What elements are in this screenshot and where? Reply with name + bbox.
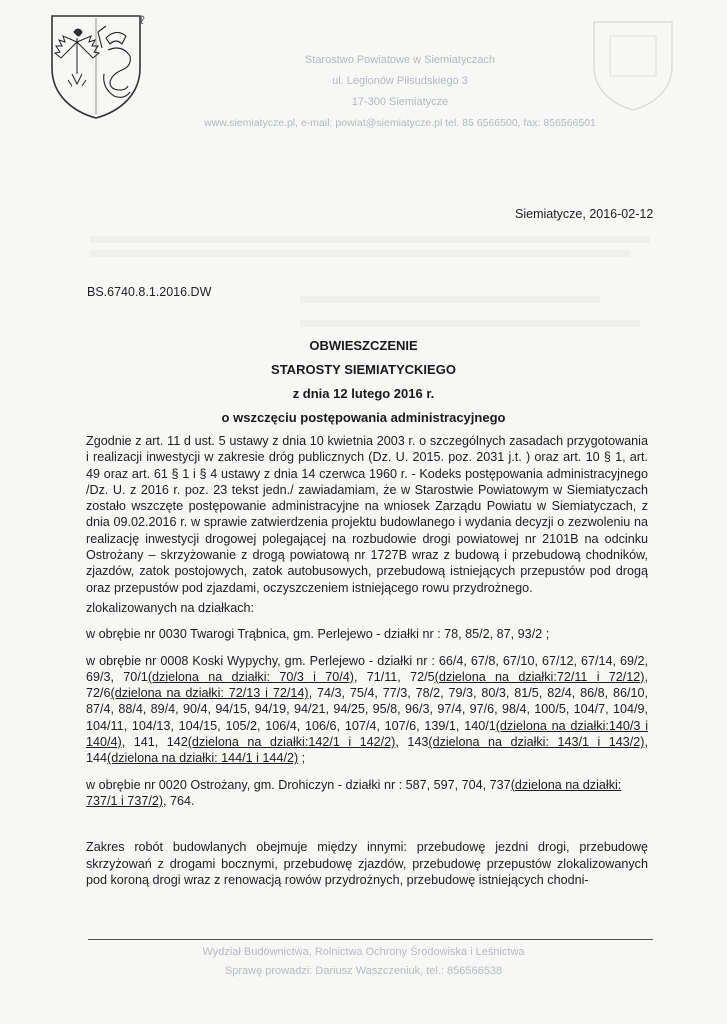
footer-contact: Sprawę prowadzi: Dariusz Waszczeniuk, tel.: 856566538 (224, 965, 503, 977)
document-date: Siemiatycze, 2016-02-12 (515, 207, 654, 221)
office-contact: www.siemiatycze.pl, e-mail: powiat@siemiatycze.pl tel. 85 6566500, fax: 856566501 (204, 117, 596, 129)
plot-text: , 141, 142 (121, 735, 188, 750)
plot-text: , 764. (163, 793, 195, 808)
plots-intro: zlokalizowanych na działkach: (86, 600, 255, 615)
plot-text: , 74/3, 75/4, 77/3, 78/2, 79/3, 80/3, 81/5, 82/4, 86/8, 86/10, 87/4, 88/4, 89/4, 90/4, 94/15, 94/19, 94/21, 94/25, 95/8, 96/3, 97/4, 97/6, 98/4, 100/5, 104/7, 104/9, 104/11, 104/13, 104/15, 105/2, 106/4, 106/6, 107/4, 107/6, 139/1, 140/1 (86, 686, 648, 733)
plot-text: , 144 (86, 735, 648, 766)
case-reference-number: BS.6740.8.1.2016.DW (87, 285, 212, 299)
letterhead (150, 50, 650, 134)
office-street: ul. Legionów Piłsudskiego 3 (332, 75, 468, 87)
plots-obreb-0030: w obrębie nr 0030 Twarogi Trąbnica, gm. Perlejewo - działki nr : 78, 85/2, 87, 93/2 ; (86, 627, 550, 642)
office-name: Starostwo Powiatowe w Siemiatyczach (304, 54, 496, 66)
intro-paragraph: Zgodnie z art. 11 d ust. 5 ustawy z dnia 10 kwietnia 2003 r. o szczególnych zasadach przygotowania i realizacji inwestycji w zakresie dróg publicznych (Dz. U. 2015. poz. 2031 j.t. ) oraz art. 10 § 1, art. 49 oraz art. 61 § 1 i § 4 ustawy z dnia 14 czerwca 1960 r. - Kodeks postępowania administracyjnego /Dz. U. z 2016 r. poz. 23 tekst jedn./ zawiadamiam, że w Starostwie Powiatowym w Siemiatyczach zostało wszczęte postępowanie administracyjne na wniosek Zarządu Powiatu w Siemiatyczach, z dnia 09.02.2016 r. w sprawie zatwierdzenia projektu budowlanego i wydania decyzji o zezwoleniu na realizację inwestycji drogowej polegającej na rozbudowie drogi powiatowej nr 2101B na odcinku Ostrożany – skrzyżowanie z drogą powiatową nr 1727B wraz z budową i przebudową chodników, zjazdów, zatok postojowych, zatok autobusowych, przebudową istniejących przepustów pod drogą oraz przepustów pod zjazdami, oczyszczeniem istniejącego rowu przydrożnego. (86, 434, 648, 595)
notice-subject: o wszczęciu postępowania administracyjnego (221, 410, 506, 425)
plot-split-note: (dzielona na działki: 70/3 i 70/4) (147, 669, 354, 684)
plot-split-note: (dzielona na działki: 144/1 i 144/2) (107, 751, 299, 766)
footer-divider (88, 939, 653, 940)
plot-split-note: (dzielona na działki: 143/1 i 143/2) (428, 735, 645, 750)
plots-obreb-0020 (86, 777, 648, 810)
svg-text:☧: ☧ (138, 17, 146, 27)
notice-body (86, 433, 648, 888)
footer-department: Wydział Budownictwa, Rolnictwa Ochrony Środowiska i Leśnictwa (202, 946, 525, 958)
scope-paragraph: Zakres robót budowlanych obejmuje między innymi: przebudowę jezdni drogi, przebudowę skrzyżowań z drogami bocznymi, przebudowę zjazdów, przebudowę przepustów zlokalizowanych pod koroną drogi wraz z renowacją rowów przydrożnych, przebudowę istniejących chodni- (86, 840, 648, 887)
plot-text: , 72/6 (86, 669, 648, 701)
bleed-through-mark (300, 296, 600, 303)
notice-date: z dnia 12 lutego 2016 r. (292, 386, 435, 401)
plot-text: w obrębie nr 0008 Koski Wypychy, gm. Perlejewo - działki nr : 66/4, 67/8, 67/10, 67/12, 67/14, 69/2, 69/3, 70/1 (86, 653, 648, 684)
bleed-through-mark (90, 250, 630, 257)
plot-text: , 71/11, 72/5 (353, 669, 435, 684)
plot-split-note: (dzielona na działki: 72/13 i 72/14) (110, 686, 309, 701)
plot-text: ; (298, 751, 306, 766)
plot-split-note: (dzielona na działki:72/11 i 72/12) (434, 669, 645, 684)
plot-split-note: (dzielona na działki:142/1 i 142/2) (187, 735, 396, 750)
office-city: 17-300 Siemiatycze (351, 96, 449, 108)
notice-title: OBWIESZCZENIE (309, 338, 418, 353)
plot-split-note: (dzielona na działki: 737/1 i 737/2) (86, 777, 622, 808)
plot-split-note: (dzielona na działki:140/3 i 140/4) (86, 718, 648, 750)
plot-text: , 143 (395, 735, 429, 750)
bleed-through-mark (300, 320, 640, 327)
plot-text: w obrębie nr 0020 Ostrożany, gm. Drohiczyn - działki nr : 587, 597, 704, 737 (86, 777, 511, 792)
bleed-through-mark (90, 236, 650, 243)
coat-of-arms-emblem (44, 10, 148, 120)
notice-issuer: STAROSTY SIEMIATYCKIEGO (271, 362, 456, 377)
plots-obreb-0008 (86, 653, 648, 767)
